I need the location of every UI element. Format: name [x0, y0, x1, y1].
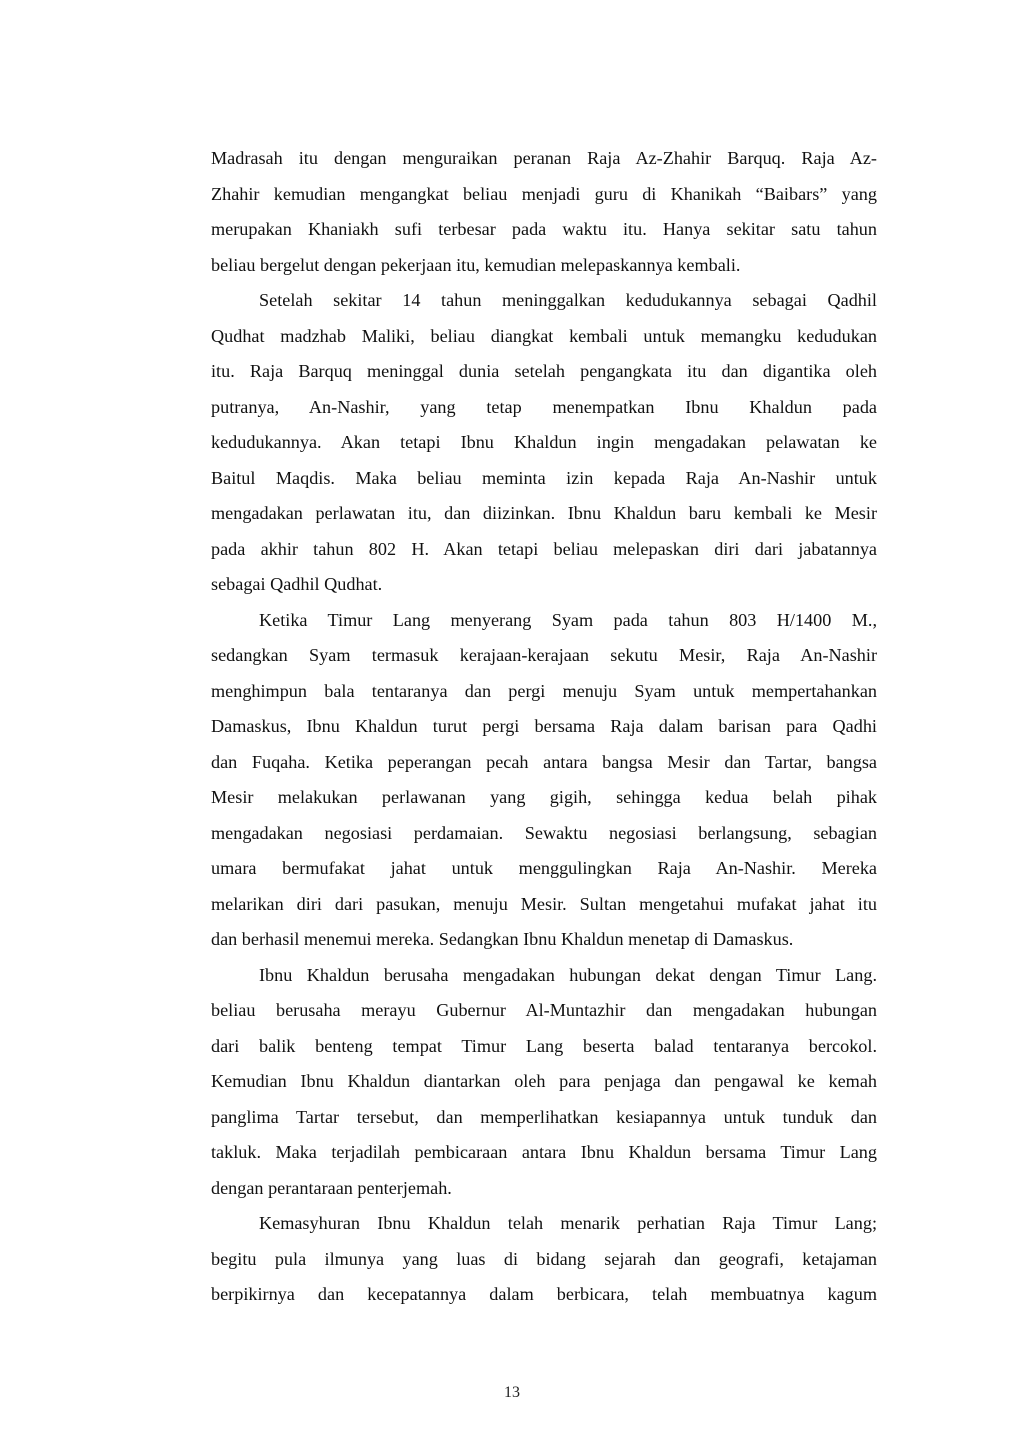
text-line: menghimpun bala tentaranya dan pergi menuju Syam untuk mempertahankan [211, 680, 877, 701]
text-line: beliau bergelut dengan pekerjaan itu, kemudian melepaskannya kembali. [211, 254, 741, 275]
text-line: takluk. Maka terjadilah pembicaraan antara Ibnu Khaldun bersama Timur Lang [211, 1142, 877, 1162]
text-line: berpikirnya dan kecepatannya dalam berbicara, telah membuatnya kagum [211, 1284, 877, 1304]
text-line: pada akhir tahun 802 H. Akan tetapi beliau melepaskan diri dari jabatannya [211, 538, 877, 559]
text-line: mengadakan perlawatan itu, dan diizinkan. Ibnu Khaldun baru kembali ke Mesir [211, 503, 877, 523]
text-line: Kemudian Ibnu Khaldun diantarkan oleh para penjaga dan pengawal ke kemah [211, 1071, 877, 1091]
paragraph-first-line: Ibnu Khaldun berusaha mengadakan hubungan dekat dengan Timur Lang. [259, 964, 877, 985]
page-number: 13 [504, 1384, 520, 1401]
text-line: Mesir melakukan perlawanan yang gigih, sehingga kedua belah pihak [211, 787, 877, 807]
paragraph-first-line: Kemasyhuran Ibnu Khaldun telah menarik perhatian Raja Timur Lang; [259, 1213, 877, 1233]
text-line: sebagai Qadhil Qudhat. [211, 574, 383, 594]
text-line: panglima Tartar tersebut, dan memperlihatkan kesiapannya untuk tunduk dan [211, 1106, 877, 1127]
text-line: sedangkan Syam termasuk kerajaan-kerajaan sekutu Mesir, Raja An-Nashir [211, 645, 877, 665]
text-line: begitu pula ilmunya yang luas di bidang sejarah dan geografi, ketajaman [211, 1248, 877, 1269]
text-line: dengan perantaraan penterjemah. [211, 1177, 452, 1198]
paragraph-first-line: Setelah sekitar 14 tahun meninggalkan kedudukannya sebagai Qadhil [259, 290, 877, 310]
paragraph-first-line: Ketika Timur Lang menyerang Syam pada tahun 803 H/1400 M., [259, 609, 877, 630]
text-line: dari balik benteng tempat Timur Lang beserta balad tentaranya bercokol. [211, 1035, 877, 1056]
text-line: Madrasah itu dengan menguraikan peranan Raja Az-Zhahir Barquq. Raja Az- [211, 148, 877, 168]
text-line: dan Fuqaha. Ketika peperangan pecah antara bangsa Mesir dan Tartar, bangsa [211, 751, 877, 772]
text-line: putranya, An-Nashir, yang tetap menempatkan Ibnu Khaldun pada [211, 396, 877, 417]
text-line: beliau berusaha merayu Gubernur Al-Muntazhir dan mengadakan hubungan [211, 1000, 877, 1020]
text-line: dan berhasil menemui mereka. Sedangkan Ibnu Khaldun menetap di Damaskus. [211, 929, 794, 949]
text-line: merupakan Khaniakh sufi terbesar pada waktu itu. Hanya sekitar satu tahun [211, 219, 877, 239]
text-line: melarikan diri dari pasukan, menuju Mesir. Sultan mengetahui mufakat jahat itu [211, 893, 877, 914]
body-text [211, 141, 877, 1313]
text-line: Qudhat madzhab Maliki, beliau diangkat kembali untuk memangku kedudukan [211, 325, 877, 346]
text-line: Baitul Maqdis. Maka beliau meminta izin kepada Raja An-Nashir untuk [211, 467, 877, 488]
text-line: Damaskus, Ibnu Khaldun turut pergi bersama Raja dalam barisan para Qadhi [211, 716, 877, 736]
text-line: umara bermufakat jahat untuk menggulingkan Raja An-Nashir. Mereka [211, 858, 877, 878]
text-line: kedudukannya. Akan tetapi Ibnu Khaldun ingin mengadakan pelawatan ke [211, 432, 877, 452]
text-line: Zhahir kemudian mengangkat beliau menjadi guru di Khanikah “Baibars” yang [211, 183, 877, 204]
text-line: mengadakan negosiasi perdamaian. Sewaktu negosiasi berlangsung, sebagian [211, 822, 877, 843]
text-line: itu. Raja Barquq meninggal dunia setelah pengangkata itu dan digantika oleh [211, 361, 877, 381]
